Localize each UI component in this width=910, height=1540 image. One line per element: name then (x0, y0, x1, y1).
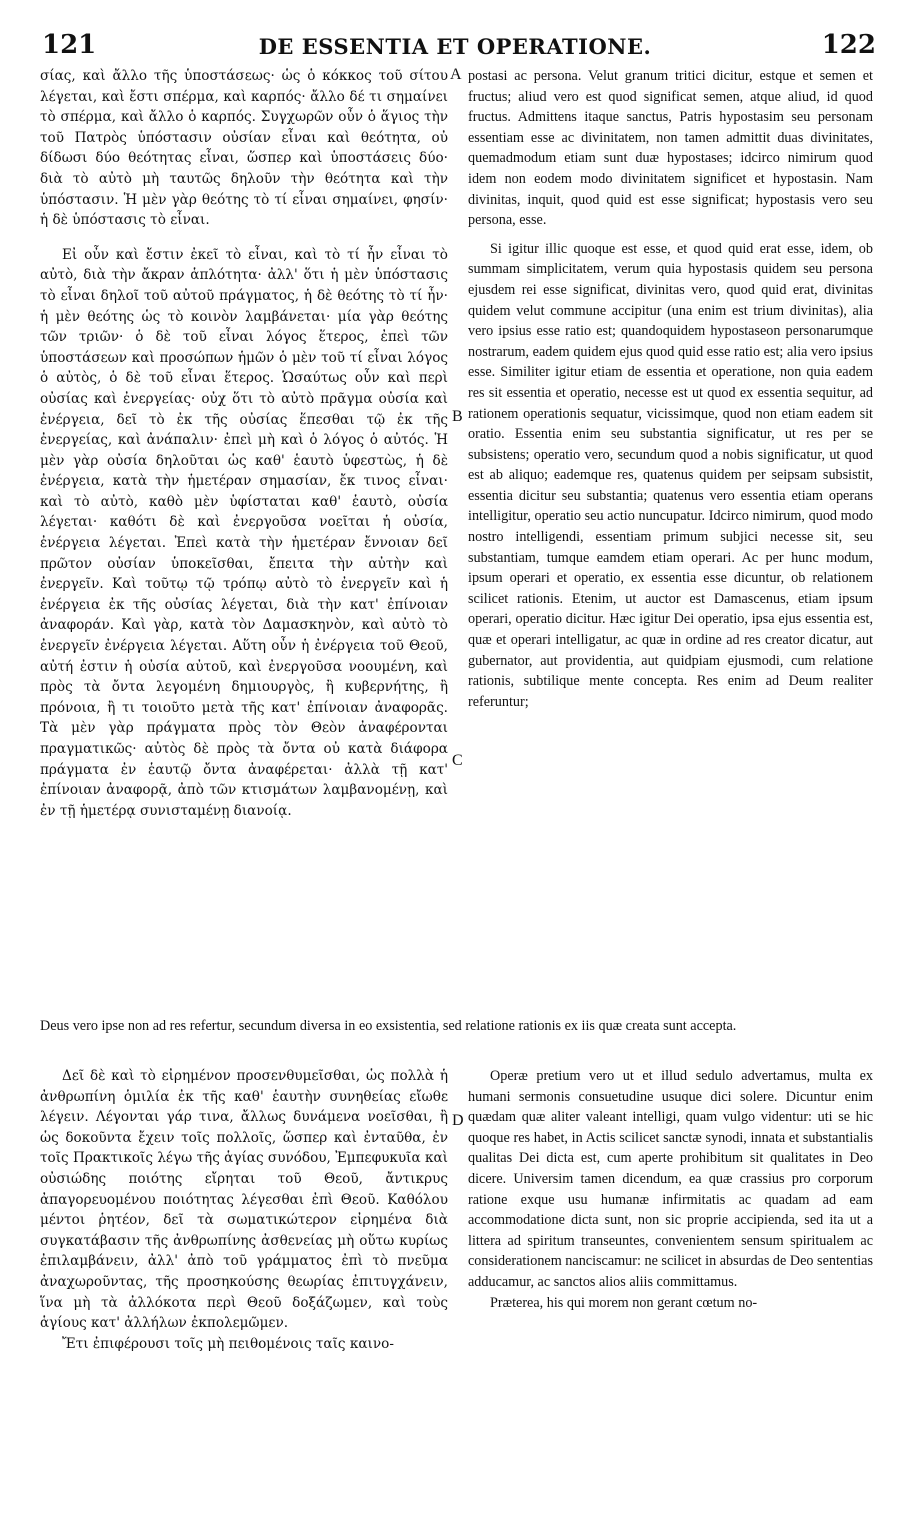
section-marker-d: D (452, 1112, 464, 1129)
page-number-right: 122 (821, 30, 876, 60)
section-marker-c: C (452, 752, 463, 769)
latin-paragraph-2: Si igitur illic quoque est esse, et quod quid erat esse, idem, ob summam simplicitatem, verum quia hypostasis quidem seu persona ejusdem rei esse significat, divinitas vero, quod quid erat, divinitas quidem velut commune accipitur (una enim est trium divinitas), alia vero ipsius esse ratio est; quandoquidem hypostaseon personarumque nostrarum, eadem quidem ejus quod quid esse ratio est; alia vero ipsius esse. Similiter igitur etiam de essentia et operatione, non quia eadem res sit essentia et operatio, necesse est ut quod ex essentia sequitur, ad rationem operationis sequatur, vicissimque, quod non etiam eadem sit oratio. Essentia enim seu substantia significatur, ut res per se subsistens; operatio vero, secundum quod a nobis significatur, ut quod est ab aliquo; eademque res, quatenus quidem per seipsam subsistit, essentia dicitur seu substantia; quatenus vero essentia etiam operans intelligitur, operatio seu actio nuncupatur. Idcirco nimirum, quod modo nostro intelligendi, essentiam primum subjici necesse sit, seu substantiam, tumque eamdem etiam operari. Ac per hunc modum, ipsum operari et operatio, ex essentia esse dicuntur, ob relationem scilicet rationis. Etenim, ut auctor est Damascenus, etiam ipsum operari, operatio dicitur. Hæc igitur Dei operatio, ipsa ejus essentia est, quæ et operari intelligatur, ac quæ in ordine ad res creator dicatur, aut gubernator, aut providentia, aut quidpiam ejusmodi, cum relatione rationis, subtilique mente concepta. Res enim ad Deum realiter referuntur; (468, 240, 873, 710)
running-title: DE ESSENTIA ET OPERATIONE. (258, 34, 652, 59)
spanning-paragraph (40, 1016, 873, 1037)
greek-paragraph-1: σίας, καὶ ἄλλο τῆς ὑποστάσεως· ὡς ὁ κόκκος τοῦ σίτου λέγεται, καὶ ἔστι σπέρμα, καὶ καρπός· ἄλλο δέ τι σημαίνει τὸ σπέρμα, καὶ ἄλλο ὁ καρπός. Συγχωρῶν οὖν ὁ ἅγιος τὴν τοῦ Πατρὸς ὑπόστασιν οὐσίαν εἶναι καὶ θεότητα, οὐ δίδωσι δύο θεότητας εἶναι, ὥσπερ καὶ ὑποστάσεις δύο· διὰ τὸ αὐτὸ μὴ ταυτῶς δηλοῦν τὴν θεότητα καὶ τὴν ὑπόστασιν. Ἡ μὲν γὰρ θεότης τὸ τί εἶναι σημαίνει, φησίν· ἡ δὲ ὑπόστασις τὸ εἶναι. (40, 68, 448, 229)
latin-paragraph-1: postasi ac persona. Velut granum tritici dicitur, estque et semen et fructus; aliud vero est quod significat semen, atque aliud, id quod fructus. Admittens itaque sanctus, Patris hypostasim seu personam essentiam esse ac divinitatem, non tamen admittit duas divinitates, quemadmodum etiam sunt duæ hypostases; idcirco nimirum quod idem non eodem modo divinitatem significet et hypostasin. Nam divinitas, inquit, quod quid est esse significat; hypostasis vero seu persona, esse. (468, 68, 873, 229)
greek-paragraph-3: Δεῖ δὲ καὶ τὸ εἰρημένον προσενθυμεῖσθαι, ὡς πολλὰ ἡ ἀνθρωπίνη ὁμιλία ἐκ τῆς καθ' ἑαυτὴν συνηθείας εἴωθε λέγειν. Λέγονται γάρ τινα, ἄλλως δυνάμενα νοεῖσθαι, ἢ ὡς δοκοῦντα ἔχειν τοῖς πολλοῖς, ὥσπερ καὶ ἐνταῦθα, ἐν τοῖς Πρακτικοῖς λέγω τῆς ἁγίας συνόδου, Ἐμπεφυκυῖα καὶ οὐσιώδης ποιότης εἴρηται τοῦ Θεοῦ, ἄντικρυς ἀπαγορευομένου ποιότητας λέγεσθαι ἐπὶ Θεοῦ. Καθόλου μέντοι ῥητέον, δεῖ τὰ σωματικώτερον εἰρημένα διὰ συγκατάβασιν τῆς ἀνθρωπίνης ἀσθενείας μὴ οὕτω κυρίως ἐπιλαμβάνειν, ἀλλ' ἀπὸ τοῦ γράμματος ἐπὶ τὸ πνεῦμα ἀναχωροῦντας, τῆς προσηκούσης θεωρίας ἐπιτυγχάνειν, ἵνα μὴ τὰ ἀλλόκοτα περὶ Θεοῦ δοξάζωμεν, καὶ τοὺς ἁγίους κατ' ἀλλήλων ἐκπολεμῶμεν. (40, 1068, 448, 1332)
section-marker-b: B (452, 408, 463, 425)
latin-paragraph-3: Operæ pretium vero ut et illud sedulo advertamus, multa ex humani sermonis consuetudine usuque dici solere. Dicuntur enim quædam quæ aliter valeant intelligi, quam vulgo videntur: uti se hic quoque res habet, in Actis scilicet sanctæ synodi, innata et substantialis qualitas Dei dicta est, cum aperte prohibitum sit qualitates in Deo dicere. Universim tamen dicendum, ea quæ crassius pro corporum ratione exque usu humanæ infirmitatis ac quadam ad eam accommodatione dicta sunt, non sic proprie accipienda, sed ita ut a littera ad spiritum transeuntes, convenientem sensum spiritualem ac considerationem nanciscamur: ne scilicet in absurdas de Deo sententias adducamur, ac sanctos alios aliis committamus. (468, 1068, 873, 1290)
greek-column-lower (40, 1066, 448, 1516)
spanning-text: Deus vero ipse non ad res refertur, secundum diversa in eo exsistentia, sed relatione rationis ex iis quæ creata sunt accepta. (40, 1018, 737, 1034)
page-number-left: 121 (42, 30, 97, 60)
section-marker-a: A (450, 66, 462, 83)
greek-column (40, 66, 448, 1006)
latin-column-lower (468, 1066, 873, 1516)
latin-column (468, 66, 873, 1006)
latin-paragraph-4: Præterea, his qui morem non gerant cœtum no- (490, 1294, 758, 1311)
greek-paragraph-4: Ἔτι ἐπιφέρουσι τοῖς μὴ πειθομένοις ταῖς καινο- (62, 1335, 394, 1352)
greek-paragraph-2: Εἰ οὖν καὶ ἔστιν ἐκεῖ τὸ εἶναι, καὶ τὸ τί ἦν εἶναι τὸ αὐτὸ, διὰ τὴν ἄκραν ἁπλότητα· ἀλλ' ὅτι ἡ μὲν ὑπόστασις τὸ εἶναι δηλοῖ τοῦ αὐτοῦ πράγματος, ἡ δὲ θεότης τὸ τί ἦν· ἡ μὲν θεότης ὡς τὸ κοινὸν λαμβάνεται· μία γὰρ θεότης τῶν τριῶν· ὁ δὲ τοῦ εἶναι λόγος ἕτερος, ἐπεὶ τῶν ὑποστάσεων καὶ προσώπων ἡμῶν ὁ μὲν τοῦ τί εἶναι λόγος ὁ αὐτὸς, ὁ δὲ τοῦ εἶναι ἕτερος. Ὡσαύτως οὖν καὶ περὶ οὐσίας καὶ ἐνεργείας· οὐχ ὅτι τὸ αὐτὸ πρᾶγμα οὐσία καὶ ἐνέργεια, δεῖ τὸ ἐκ τῆς οὐσίας ἕπεσθαι τῷ ἐκ τῆς ἐνεργείας, καὶ ἀνάπαλιν· ἐπεὶ μὴ καὶ ὁ λόγος ὁ αὐτός. Ἡ μὲν γὰρ οὐσία δηλοῦται ὡς καθ' ἑαυτὸ ὑφεστὼς, ἡ δὲ ἐνέργεια, κατὰ τὴν ἡμετέραν σημασίαν, ἔκ τινος εἶναι· καὶ τὸ αὐτὸ, καθὸ μὲν ὑφίσταται καθ' ἑαυτὸ, οὐσία λέγεται· καθότι δὲ καὶ ἐνεργοῦσα νοεῖται ἡ οὐσία, ἐνέργεια λέγεται. Ἐπεὶ κατὰ τὴν ἡμετέραν ἔννοιαν δεῖ πρῶτον οὐσίαν ὑποκεῖσθαι, ἔπειτα τὴν αὐτὴν καὶ ἐνεργεῖν. Καὶ τοῦτῳ τῷ τρόπῳ αὐτὸ τὸ ἐνεργεῖν καὶ ἡ ἐνέργεια ἐκ τῆς οὐσίας λέγεται, διὰ τὴν κατ' ἐπίνοιαν ἀναφοράν. Καὶ γὰρ, κατὰ τὸν Δαμασκηνὸν, καὶ αὐτὸ τὸ ἐνεργεῖν ἐνέργεια λέγεται. Αὕτη οὖν ἡ ἐνέργεια τοῦ Θεοῦ, αὐτή ἐστιν ἡ οὐσία αὐτοῦ, καὶ ἐνεργοῦσα νοουμένη, καὶ πρὸς τὰ ὄντα λεγομένη δημιουργὸς, ἢ κυβερνήτης, ἢ πρόνοια, ἢ τι τοιοῦτο μετὰ τῆς κατ' ἐπίνοιαν ἀναφορᾶς. Τὰ μὲν γὰρ πράγματα πρὸς τὸν Θεὸν ἀναφέρονται πραγματικῶς· αὐτὸς δὲ πρὸς τὰ ὄντα οὐ κατὰ διάφορα πράγματα ἐν ἑαυτῷ ὄντα ἀναφέρεται· ἀλλὰ τῇ κατ' ἐπίνοιαν ἀναφορᾷ, ἀπὸ τῶν κτισμάτων λαμβανομένῃ, καὶ ἐν τῇ ἡμετέρᾳ συνισταμένῃ διανοίᾳ. (40, 246, 448, 819)
running-header (34, 30, 876, 64)
